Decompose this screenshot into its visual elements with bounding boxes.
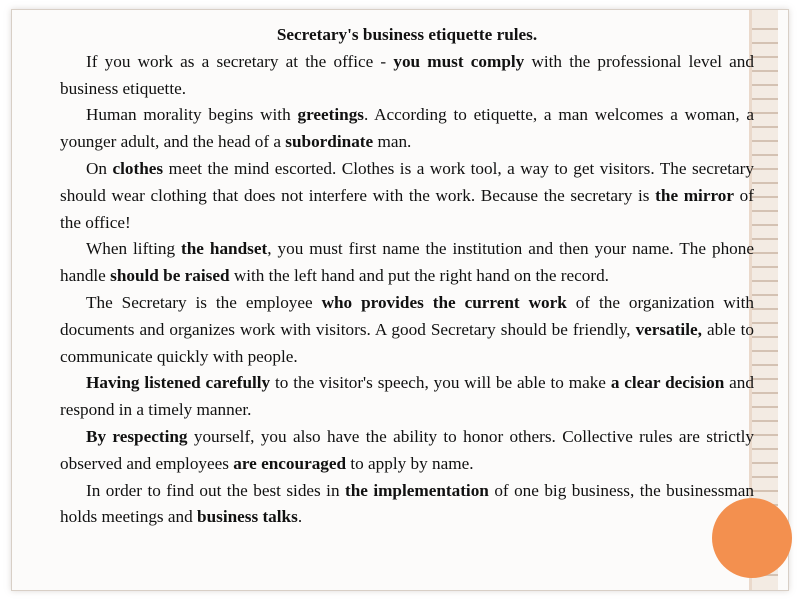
rail-stripe [752,182,778,184]
rail-stripe [752,154,778,156]
text-run: of the organization with documents and organizes work with visitors. A good Secretary should be friendly, [60,292,754,339]
text-run: In order to find out the best sides in [86,480,345,500]
text-run: yourself, you also have the ability to honor others. Collective rules are strictly observed and employees [60,426,754,473]
bold-phrase: should be raised [110,266,230,286]
rail-stripe [752,448,778,450]
text-run: Human morality begins with [86,105,298,125]
rail-stripe [752,70,778,72]
text-run: When lifting [86,239,182,259]
bold-phrase: the handset [181,239,268,259]
rail-stripe [752,42,778,44]
bold-phrase: Having listened carefully [86,373,271,393]
rail-stripe [752,112,778,114]
paragraph [34,290,754,370]
rail-stripe [752,238,778,240]
text-run: with the professional level and business etiquette. [60,51,754,98]
orange-accent-circle [712,498,792,578]
paragraph-list [60,49,754,531]
paragraph [34,370,754,424]
paragraph [34,478,754,532]
rail-stripe [752,420,778,422]
text-run: and respond in a timely manner. [60,373,754,420]
text-run: to apply by name. [346,453,474,473]
slide-title: Secretary's business etiquette rules. [276,25,538,44]
rail-stripe [752,140,778,142]
rail-stripe [752,322,778,324]
bold-phrase: clothes [112,158,164,178]
text-run: The Secretary is the employee [86,292,322,312]
text-run: of one big business, the businessman holds meetings and [60,480,754,527]
bold-phrase: the mirror [655,185,735,205]
bold-phrase: who provides the current work [321,292,567,312]
text-run: , you must first name the institution and then your name. The phone handle [60,239,754,286]
rail-stripe [752,224,778,226]
text-run: meet the mind escorted. Clothes is a work tool, a way to get visitors. The secretary should wear clothing that does not interfere with the work. Because the secretary is [60,158,755,205]
rail-stripe [752,28,778,30]
text-run: man. [373,132,412,152]
text-run: to the visitor's speech, you will be able to make [270,373,611,393]
rail-stripe [752,308,778,310]
rail-stripe [752,56,778,58]
rail-stripe [752,490,778,492]
paragraph [34,49,754,103]
rail-stripe [752,210,778,212]
text-run: If you work as a secretary at the office - [86,51,394,71]
text-run: On [86,158,113,178]
bold-phrase: a clear decision [610,373,725,393]
paragraph [34,236,754,290]
bold-phrase: subordinate [285,132,374,152]
bold-phrase: the implementation [344,480,489,500]
text-run: of the office! [60,185,754,232]
slide-content [60,22,754,531]
rail-stripe [752,336,778,338]
rail-stripe [752,392,778,394]
bold-phrase: business talks [197,507,298,527]
rail-stripe [752,84,778,86]
rail-stripe [752,98,778,100]
rail-stripe [752,196,778,198]
rail-stripe [752,364,778,366]
rail-stripe [752,266,778,268]
rail-stripe [752,406,778,408]
rail-stripe [752,350,778,352]
bold-phrase: versatile, [635,319,702,339]
rail-stripe [752,434,778,436]
text-run: able to communicate quickly with people. [60,319,755,366]
rail-stripe [752,252,778,254]
text-run: . [297,507,303,527]
rail-stripe [752,476,778,478]
paragraph [34,156,754,236]
text-run: with the left hand and put the right hand on the record. [229,266,609,286]
rail-stripe [752,280,778,282]
bold-phrase: By respecting [86,426,188,446]
text-run: . According to etiquette, a man welcomes a woman, a younger adult, and the head of a [60,105,755,152]
bold-phrase: you must comply [393,51,525,71]
rail-stripe [752,378,778,380]
paragraph [34,424,754,478]
rail-stripe [752,126,778,128]
bold-phrase: are encouraged [233,453,347,473]
bold-phrase: greetings [297,105,364,125]
rail-stripe [752,462,778,464]
paragraph [34,102,754,156]
rail-stripe [752,294,778,296]
rail-stripe [752,168,778,170]
